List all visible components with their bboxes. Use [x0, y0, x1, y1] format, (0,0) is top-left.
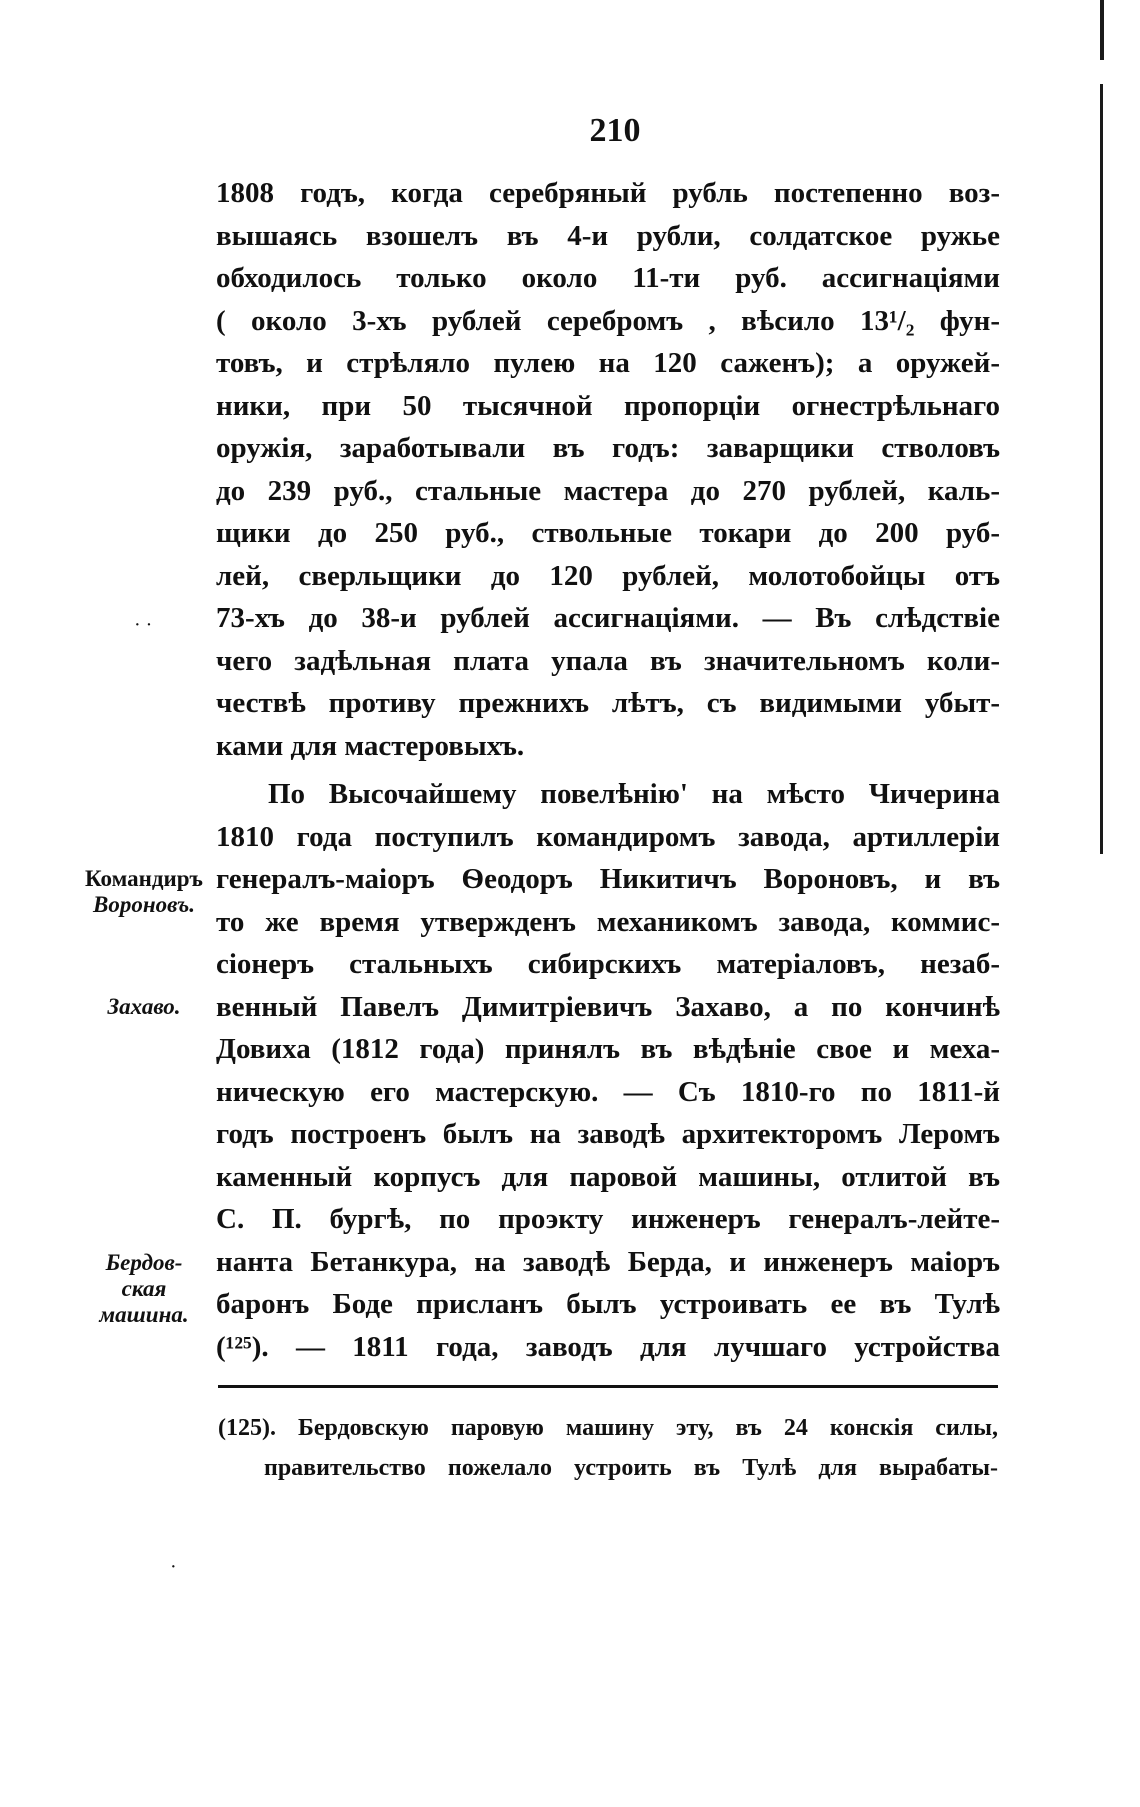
margin-note-line: ская — [121, 1276, 167, 1301]
text-line: щики до 250 руб., ствольные токари до 200 руб- — [216, 517, 1000, 549]
stray-print-mark: · — [170, 1556, 177, 1578]
text-line: чествѣ противу прежнихъ лѣтъ, съ видимыми убыт- — [216, 687, 1000, 719]
text-line: то же время утвержденъ механикомъ завода, коммис- — [216, 905, 1000, 938]
text-line: ническую его мастерскую. — Съ 1810-го по 1811-й — [216, 1075, 1000, 1108]
text-line: (¹²⁵). — 1811 года, заводъ для лучшаго устройства — [216, 1330, 1000, 1363]
text-line: Довиха (1812 года) принялъ въ вѣдѣніе свое и меха- — [216, 1033, 1000, 1065]
margin-note-berd-machine — [78, 1250, 210, 1328]
binding-edge-line — [1100, 0, 1104, 60]
text-line: обходилось только около 11-ти руб. ассигнаціями — [216, 262, 1000, 294]
margin-note-line: Вороновъ. — [93, 892, 195, 917]
text-line: каменный корпусъ для паровой машины, отлитой въ — [216, 1160, 1000, 1193]
margin-note-line: Захаво. — [107, 994, 181, 1019]
margin-note-line: машина. — [99, 1302, 189, 1327]
page-number: 210 — [589, 112, 641, 149]
text-line: сіонеръ стальныхъ сибирскихъ матеріаловъ, незаб- — [216, 948, 1000, 980]
margin-note-line: Командиръ — [85, 866, 203, 891]
binding-edge-line — [1100, 84, 1103, 854]
text-line: 1810 года поступилъ командиромъ завода, артиллеріи — [216, 820, 1000, 853]
footnote-line: правительство пожелало устроить въ Тулѣ для вырабаты- — [264, 1455, 998, 1481]
text-line: годъ построенъ былъ на заводѣ архитекторомъ Леромъ — [216, 1118, 1000, 1150]
text-line: оружія, заработывали въ годъ: заварщики стволовъ — [216, 432, 1000, 464]
stray-print-marks: · · — [134, 614, 153, 636]
text-line: баронъ Боде присланъ былъ устроивать ее въ Тулѣ — [216, 1288, 1000, 1320]
margin-note-zakhavo — [78, 994, 210, 1020]
text-line: товъ, и стрѣляло пулею на 120 саженъ); а оружей- — [216, 347, 1000, 379]
footnote — [218, 1408, 998, 1488]
margin-note-line: Бердов- — [105, 1250, 183, 1275]
text-line: до 239 руб., стальные мастера до 270 рублей, каль- — [216, 474, 1000, 507]
text-line: ники, при 50 тысячной пропорціи огнестрѣльнаго — [216, 389, 1000, 422]
text-line: вышаясь взошелъ въ 4-и рубли, солдатское ружье — [216, 219, 1000, 252]
text-line: 73-хъ до 38-и рублей ассигнаціями. — Въ слѣдствіе — [216, 602, 1000, 634]
footnote-line: (125). Бердовскую паровую машину эту, въ 24 конскія силы, — [218, 1415, 998, 1441]
text-line: чего задѣльная плата упала въ значительномъ коли- — [216, 644, 1000, 677]
text-line: нанта Бетанкура, на заводѣ Берда, и инженеръ маіоръ — [216, 1245, 1000, 1278]
text-line: 1808 годъ, когда серебряный рубль постепенно воз- — [216, 177, 1000, 209]
body-text — [216, 172, 1000, 1368]
text-line: ками для мастеровыхъ. — [216, 729, 525, 762]
margin-note-voronov — [78, 866, 210, 918]
footnote-divider — [218, 1385, 998, 1388]
text-line: По Высочайшему повелѣнію' на мѣсто Чичерина — [268, 778, 1000, 810]
text-line: ( около 3-хъ рублей серебромъ , вѣсило 13¹/₂ фун- — [216, 304, 1000, 337]
text-line: венный Павелъ Димитріевичъ Захаво, а по кончинѣ — [216, 990, 1000, 1023]
text-line: генералъ-маіоръ Ѳеодоръ Никитичъ Вороновъ, и въ — [216, 863, 1000, 895]
text-line: С. П. бургѣ, по проэкту инженеръ генералъ-лейте- — [216, 1203, 1000, 1235]
text-line: лей, сверльщики до 120 рублей, молотобойцы отъ — [216, 559, 1000, 592]
